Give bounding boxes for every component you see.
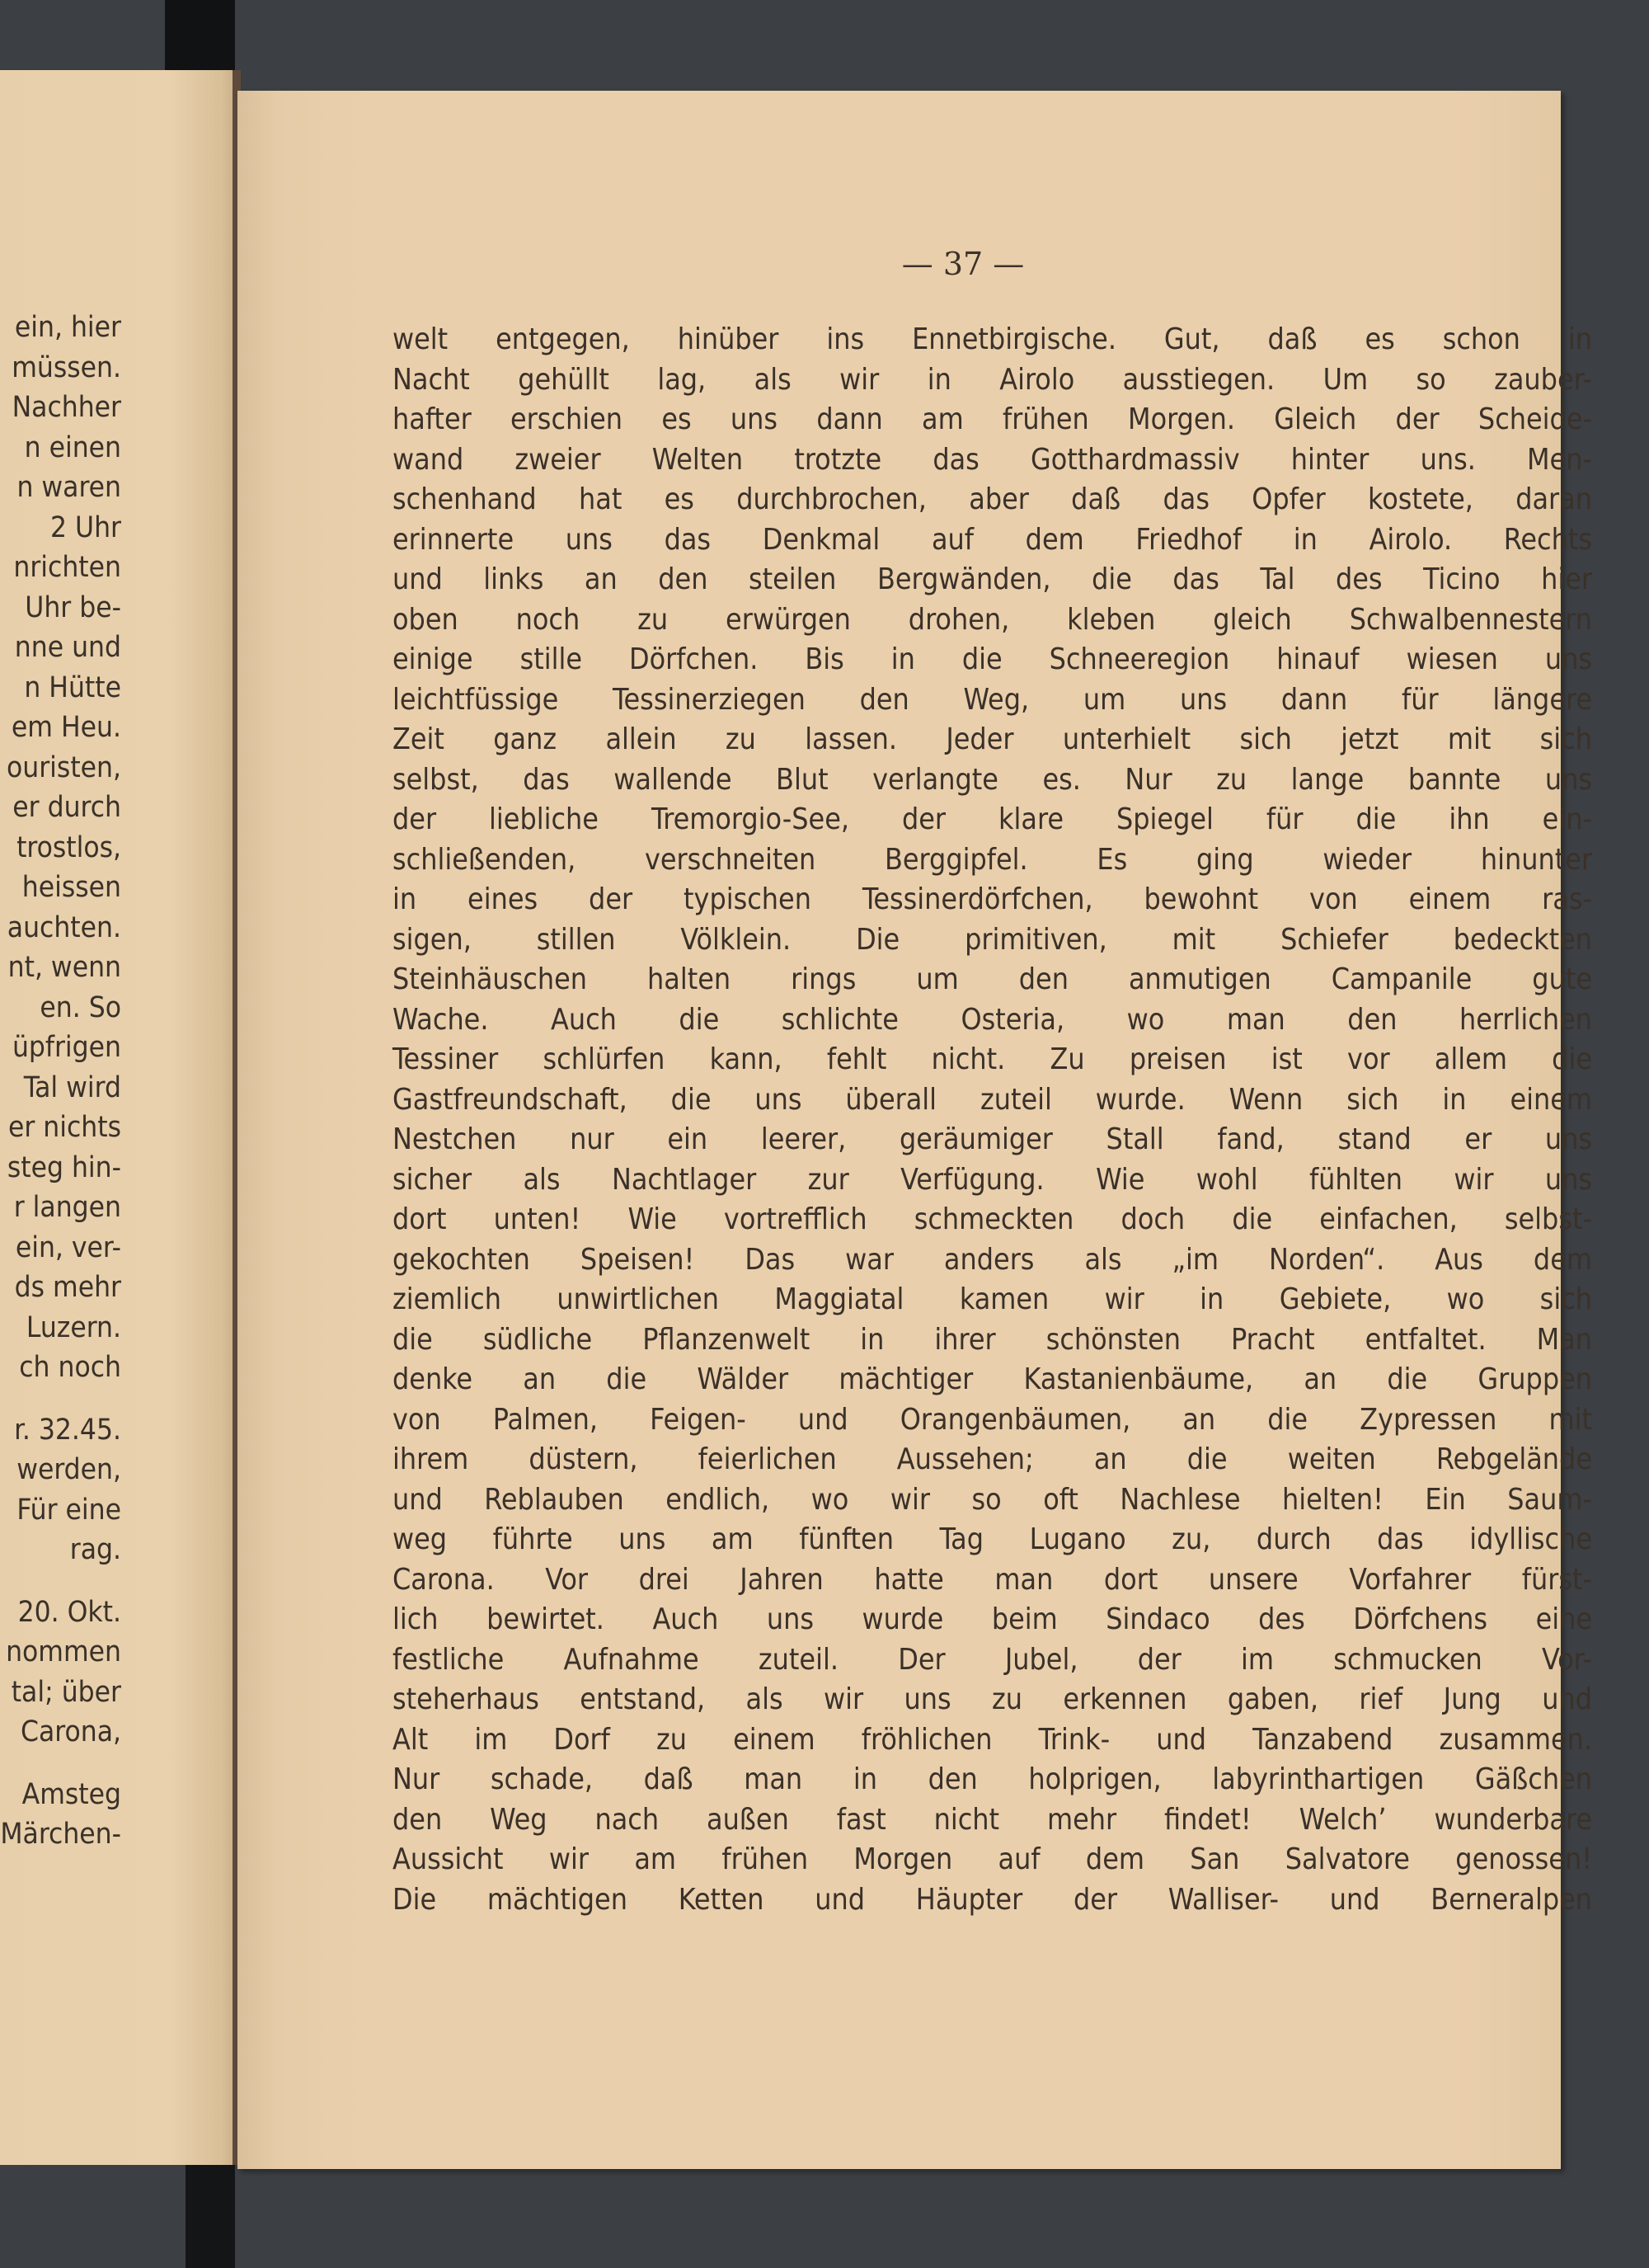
left-page-line: werden, (16, 1453, 121, 1486)
left-page-line: ein, ver- (15, 1230, 121, 1264)
text-line: hafter erschien es uns dann am frühen Morgen. Gleich der Scheide- (392, 402, 1592, 436)
text-line: oben noch zu erwürgen drohen, kleben gleich Schwalbennestern (392, 602, 1592, 637)
text-line: weg führte uns am fünften Tag Lugano zu, durch das idyllische (392, 1522, 1592, 1556)
left-page-line: nt, wenn (7, 951, 121, 984)
text-line: Nacht gehüllt lag, als wir in Airolo ausstiegen. Um so zauber- (392, 362, 1592, 397)
text-line: dort unten! Wie vortrefflich schmeckten doch die einfachen, selbst- (392, 1202, 1592, 1236)
left-page-line: er nichts (7, 1111, 121, 1144)
text-line: Nestchen nur ein leerer, geräumiger Stall fand, stand er uns (392, 1122, 1592, 1156)
right-page (237, 91, 1592, 2169)
text-line: Steinhäuschen halten rings um den anmutigen Campanile gute (392, 962, 1592, 996)
left-page-line: ein, hier (14, 311, 121, 344)
left-page-line: Märchen- (0, 1818, 121, 1851)
text-line: denke an die Wälder mächtiger Kastanienbäume, an die Gruppen (392, 1362, 1592, 1396)
left-page-line: Luzern. (26, 1310, 121, 1344)
left-page-line: r. 32.45. (14, 1413, 121, 1447)
text-line: ihrem düstern, feierlichen Aussehen; an die weiten Rebgelände (392, 1442, 1592, 1476)
left-page-line: üpfrigen (12, 1031, 121, 1064)
text-line: ziemlich unwirtlichen Maggiatal kamen wir in Gebiete, wo sich (392, 1282, 1592, 1316)
left-page-line: rag. (69, 1533, 121, 1566)
left-page-line: em Heu. (11, 711, 121, 744)
left-page-line: nrichten (13, 551, 121, 584)
left-page-line: ch noch (19, 1351, 121, 1384)
text-line: sigen, stillen Völklein. Die primitiven, mit Schiefer bedeckten (392, 922, 1592, 957)
left-page-text (0, 308, 121, 1855)
text-line: schenhand hat es durchbrochen, aber daß das Opfer kostete, daran (392, 482, 1592, 516)
left-page-line: nommen (6, 1635, 121, 1668)
text-line: schließenden, verschneiten Berggipfel. Es ging wieder hinunter (392, 842, 1592, 877)
text-line: steherhaus entstand, als wir uns zu erkennen gaben, rief Jung und (392, 1682, 1592, 1716)
text-line: die südliche Pflanzenwelt in ihrer schönsten Pracht entfaltet. Man (392, 1322, 1592, 1357)
page-number: — 37 — (901, 246, 1025, 282)
left-page-line: Nachher (12, 391, 121, 424)
text-line: festliche Aufnahme zuteil. Der Jubel, der im schmucken Vor- (392, 1642, 1592, 1677)
text-line: sicher als Nachtlager zur Verfügung. Wie wohl fühlten wir uns (392, 1162, 1592, 1197)
text-line: von Palmen, Feigen- und Orangenbäumen, an die Zypressen mit (392, 1402, 1592, 1437)
text-line: Nur schade, daß man in den holprigen, labyrinthartigen Gäßchen (392, 1762, 1592, 1796)
text-line: erinnerte uns das Denkmal auf dem Friedhof in Airolo. Rechts (392, 522, 1592, 557)
text-line: der liebliche Tremorgio-See, der klare Spiegel für die ihn ein- (392, 802, 1592, 836)
text-line: selbst, das wallende Blut verlangte es. Nur zu lange bannte uns (392, 762, 1592, 797)
left-page-line: 20. Okt. (17, 1595, 121, 1629)
text-line: Zeit ganz allein zu lassen. Jeder unterhielt sich jetzt mit sich (392, 722, 1592, 756)
left-page-line: heissen (21, 871, 121, 904)
text-line: wand zweier Welten trotzte das Gotthardmassiv hinter uns. Men- (392, 442, 1592, 477)
left-page-line: auchten. (7, 910, 121, 944)
left-page-line: en. So (40, 990, 121, 1024)
left-page-line: er durch (12, 791, 121, 824)
text-line: Gastfreundschaft, die uns überall zuteil wurde. Wenn sich in einem (392, 1082, 1592, 1117)
left-page-line: tal; über (11, 1675, 121, 1709)
left-page-line: nne und (14, 631, 121, 664)
left-page (0, 70, 241, 2165)
left-page-line: n einen (24, 431, 121, 464)
text-line: Carona. Vor drei Jahren hatte man dort unsere Vorfahrer fürst- (392, 1562, 1592, 1597)
body-text (392, 320, 1592, 1920)
text-line: Die mächtigen Ketten und Häupter der Walliser- und Berneralpen (392, 1882, 1592, 1917)
text-line: Aussicht wir am frühen Morgen auf dem San Salvatore genossen! (392, 1842, 1592, 1876)
left-page-gap (0, 1388, 121, 1410)
text-line: lich bewirtet. Auch uns wurde beim Sindaco des Dörfchens eine (392, 1602, 1592, 1636)
left-page-line: Carona, (21, 1715, 121, 1748)
left-page-line: ouristen, (7, 751, 121, 784)
left-page-line: steg hin- (7, 1150, 121, 1184)
left-page-line: Amsteg (21, 1777, 121, 1811)
left-page-line: ds mehr (14, 1271, 121, 1304)
text-line: Alt im Dorf zu einem fröhlichen Trink- und Tanzabend zusammen. (392, 1722, 1592, 1757)
left-page-line: n Hütte (24, 671, 121, 704)
text-line: den Weg nach außen fast nicht mehr findet! Welch’ wunderbare (392, 1802, 1592, 1837)
text-line: Tessiner schlürfen kann, fehlt nicht. Zu preisen ist vor allem die (392, 1042, 1592, 1076)
text-line: einige stille Dörfchen. Bis in die Schneeregion hinauf wiesen uns (392, 642, 1592, 676)
text-line: gekochten Speisen! Das war anders als „im Norden“. Aus dem (392, 1242, 1592, 1277)
left-page-line: Für eine (16, 1493, 121, 1527)
left-page-line: n waren (16, 471, 121, 504)
text-line: leichtfüssige Tessinerziegen den Weg, um uns dann für längere (392, 682, 1592, 717)
text-line: welt entgegen, hinüber ins Ennetbirgische. Gut, daß es schon in (392, 322, 1592, 356)
text-line: und Reblauben endlich, wo wir so oft Nachlese hielten! Ein Saum- (392, 1482, 1592, 1517)
text-line: in eines der typischen Tessinerdörfchen, bewohnt von einem ras- (392, 882, 1592, 916)
left-page-line: trostlos, (16, 831, 121, 864)
left-page-gap (0, 1570, 121, 1593)
left-page-line: 2 Uhr (50, 511, 121, 544)
text-line: und links an den steilen Bergwänden, die das Tal des Ticino hier (392, 562, 1592, 596)
left-page-gap (0, 1753, 121, 1775)
left-page-line: müssen. (12, 351, 121, 384)
left-page-line: r langen (13, 1191, 121, 1224)
left-page-line: Uhr be- (25, 591, 121, 624)
text-line: Wache. Auch die schlichte Osteria, wo man den herrlichen (392, 1002, 1592, 1037)
left-page-line: Tal wird (23, 1070, 121, 1104)
